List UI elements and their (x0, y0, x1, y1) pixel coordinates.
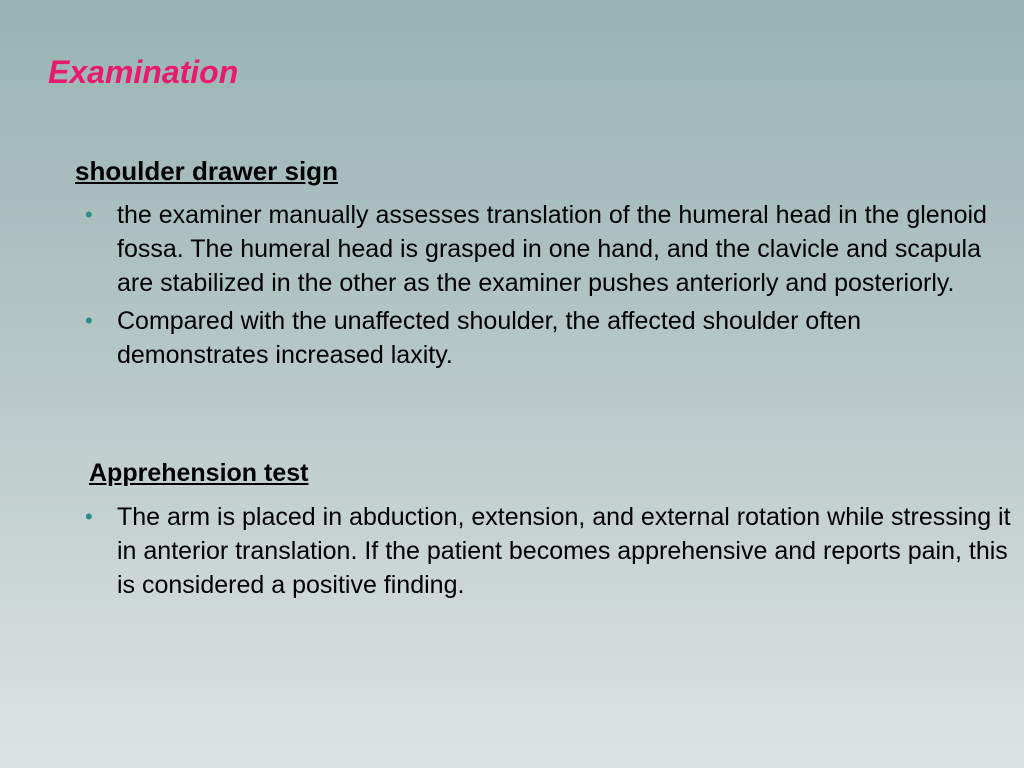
bullet-icon: • (85, 202, 93, 227)
section-heading: shoulder drawer sign (75, 156, 338, 186)
bullet-icon: • (85, 308, 93, 333)
bullet-text: The arm is placed in abduction, extension, and external rotation while stressing it in anterior translation. If the patient becomes apprehensive and reports pain, this is considered a positive finding. (117, 503, 1011, 599)
bullet-list (85, 500, 1024, 602)
bullet-list (85, 198, 1015, 372)
bullet-text: Compared with the unaffected shoulder, the affected shoulder often demonstrates increased laxity. (117, 307, 862, 369)
bullet-item (85, 198, 1015, 300)
bullet-icon: • (85, 504, 93, 529)
section-apprehension-test (85, 456, 1024, 606)
bullet-item (85, 500, 1024, 602)
slide-title: Examination (48, 54, 239, 90)
bullet-text: the examiner manually assesses translation of the humeral head in the glenoid fossa. The humeral head is grasped in one hand, and the clavicle and scapula are stabilized in the other as the examiner pushes anteriorly and posteriorly. (117, 201, 987, 297)
section-heading: Apprehension test (89, 459, 309, 487)
section-shoulder-drawer-sign (75, 154, 1015, 376)
bullet-item (85, 304, 1015, 372)
